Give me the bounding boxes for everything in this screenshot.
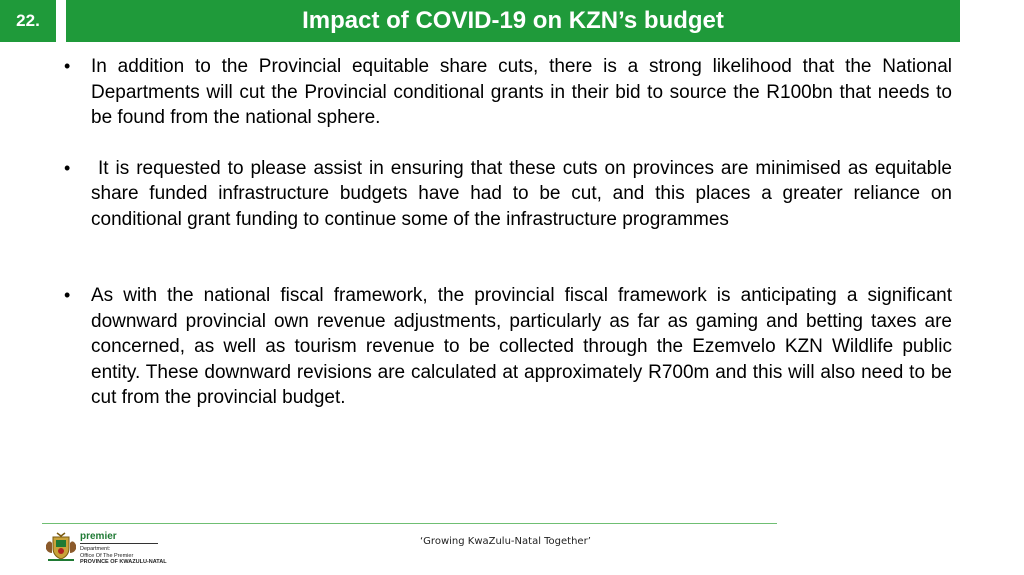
- logo-rule: [80, 543, 158, 544]
- footer-divider: [42, 523, 777, 524]
- bullet-icon: •: [64, 56, 71, 76]
- bullet-list: [62, 54, 958, 411]
- bullet-item: [62, 54, 952, 131]
- bullet-text: In addition to the Provincial equitable share cuts, there is a strong likelihood that the National Departments will cut the Provincial conditional grants in their bid to source the R100bn that needs to be found from the national sphere.: [91, 56, 952, 128]
- bullet-icon: •: [64, 157, 71, 178]
- department-label: Department:: [80, 546, 111, 552]
- slide-number: 22.: [0, 0, 56, 42]
- coat-of-arms-icon: [44, 531, 78, 563]
- province-label: PROVINCE OF KWAZULU-NATAL: [80, 559, 167, 565]
- bullet-item: [62, 156, 958, 233]
- premier-label: premier: [80, 531, 117, 542]
- bullet-item: [62, 283, 952, 411]
- slide-title: Impact of COVID-19 on KZN’s budget: [66, 0, 960, 42]
- bullet-text: It is requested to please assist in ensuring that these cuts on provinces are minimised as equitable share funded infrastructure budgets have had to be cut, and this places a greater reliance on conditional grant funding to continue some of the infrastructure programmes: [91, 157, 958, 230]
- bullet-text: As with the national fiscal framework, the provincial fiscal framework is anticipating a significant downward provincial own revenue adjustments, particularly as far as gaming and betting taxes are concerned, as well as tourism revenue to be collected through the Ezemvelo KZN Wildlife public entity. These downward revisions are calculated at approximately R700m and this will also need to be cut from the provincial budget.: [91, 285, 952, 408]
- footer-tagline: ‘Growing KwaZulu-Natal Together’: [420, 536, 591, 547]
- bullet-icon: •: [64, 285, 71, 305]
- department-logo-text: [80, 531, 180, 566]
- office-label: Office Of The Premier: [80, 552, 134, 559]
